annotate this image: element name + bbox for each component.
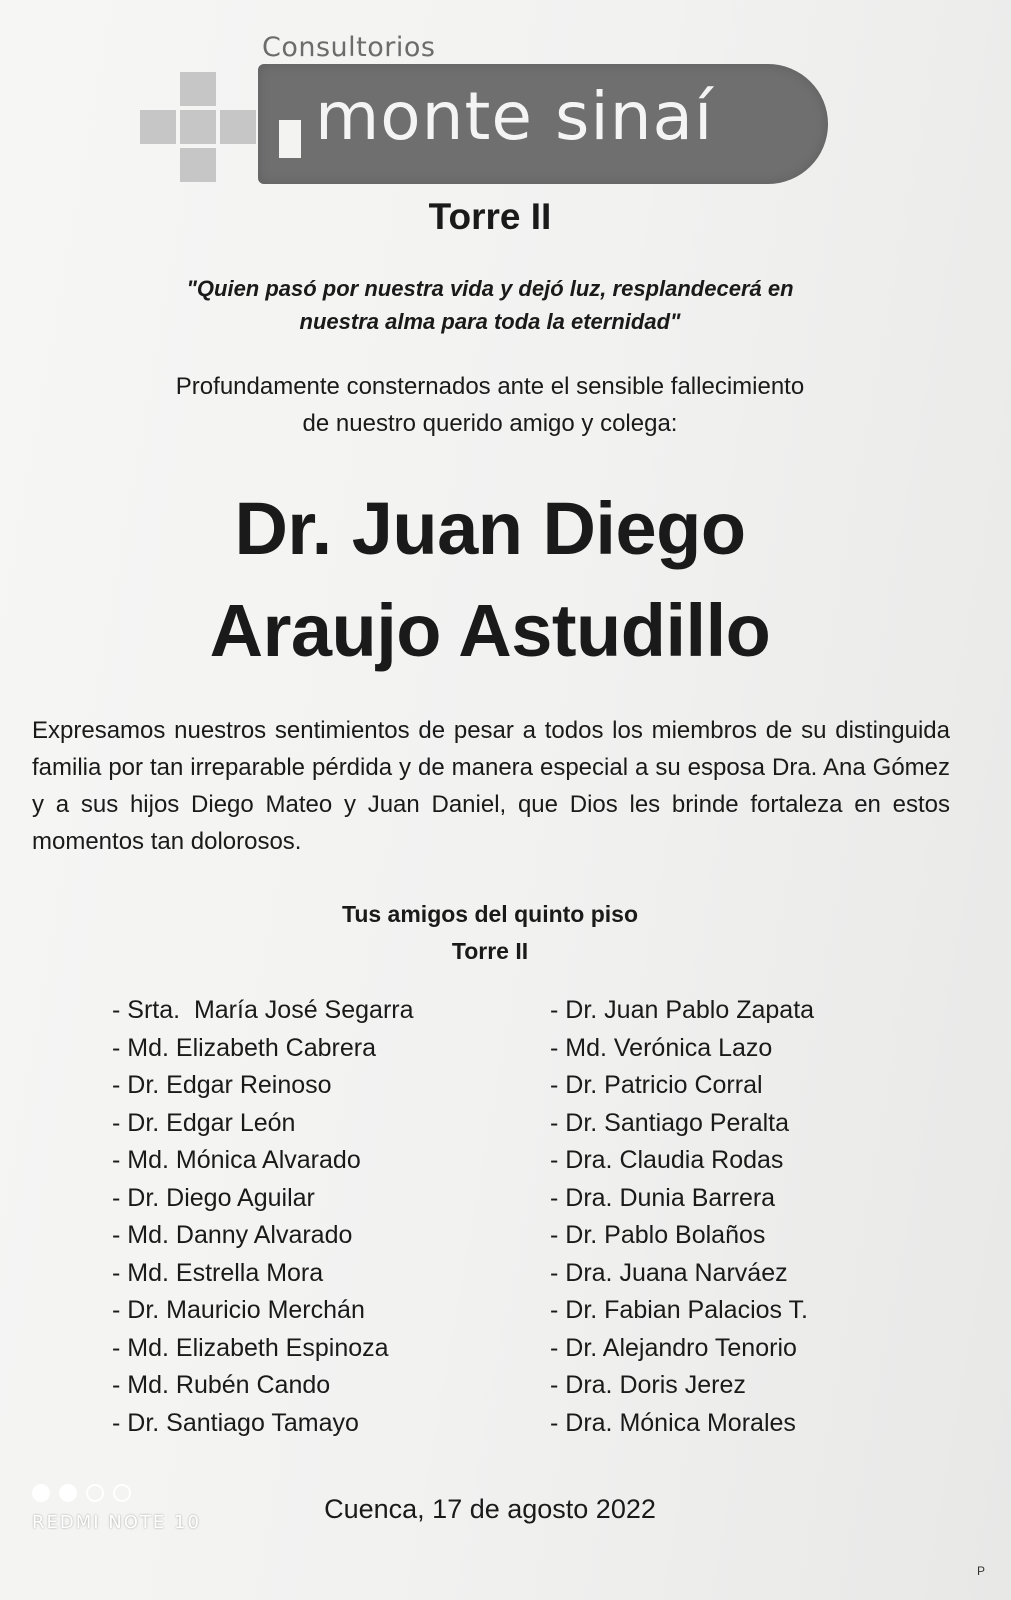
medical-cross-icon [140,72,260,182]
memorial-quote [0,272,980,338]
list-item: - Dra. Dunia Barrera [550,1183,776,1212]
watermark-dots-icon [32,1484,201,1502]
list-item: - Md. Mónica Alvarado [112,1146,361,1174]
list-item: - Md. Elizabeth Cabrera [112,1033,377,1062]
monte-sinai-logo [140,28,840,188]
list-item: - Dr. Santiago Tamayo [112,1408,359,1437]
list-item: - Md. Danny Alvarado [112,1221,353,1249]
list-item: - Dr. Diego Aguilar [112,1183,315,1212]
condolence-message: Expresamos nuestros sentimientos de pesar a todos los miembros de su distinguida familia por tan irreparable pérdida y de manera especial a su esposa Dra. Ana Gómez y a sus hijos Diego Mateo y Juan Daniel, que Dios les brinde fortaleza en estos momentos tan dolorosos. [32,717,950,855]
watermark-text: REDMI NOTE 10 [32,1512,201,1533]
list-item: - Dr. Mauricio Merchán [112,1296,365,1324]
corner-mark: P [977,1564,986,1578]
list-item: - Md. Estrella Mora [112,1258,324,1287]
name-line: Dr. Juan Diego [234,487,746,570]
signature-block [0,896,980,970]
list-item: - Dra. Doris Jerez [550,1371,746,1399]
list-item: - Dra. Claudia Rodas [550,1146,784,1174]
list-item: - Dra. Juana Narváez [550,1258,788,1287]
names-list-left [112,992,414,1442]
list-item: - Dr. Edgar Reinoso [112,1071,332,1099]
date-line: Cuenca, 17 de agosto 2022 [324,1494,656,1524]
quote-line: "Quien pasó por nuestra vida y dejó luz, resplandecerá en [186,276,794,301]
list-item: - Dr. Santiago Peralta [550,1108,790,1137]
list-item: - Md. Verónica Lazo [550,1033,773,1062]
signature-line: Tus amigos del quinto piso [341,901,639,927]
intro-text [0,368,980,442]
list-item: - Md. Rubén Cando [112,1371,331,1399]
list-item: - Srta. María José Segarra [112,996,414,1024]
list-item: - Md. Elizabeth Espinoza [112,1333,389,1362]
camera-watermark [32,1484,201,1533]
tower-heading: Torre II [428,196,552,237]
name-line: Araujo Astudillo [209,589,771,672]
list-item: - Dr. Edgar León [112,1108,296,1137]
names-list-right [550,992,814,1442]
logo-subtitle: Consultorios [262,32,436,63]
signature-line: Torre II [451,938,529,964]
logo-brand: monte sinaí [315,78,714,155]
list-item: - Dr. Alejandro Tenorio [550,1333,797,1362]
quote-line: nuestra alma para toda la eternidad" [299,309,681,334]
list-item: - Dr. Fabian Palacios T. [550,1296,808,1324]
list-item: - Dr. Pablo Bolaños [550,1221,766,1249]
intro-line: de nuestro querido amigo y colega: [302,410,678,437]
list-item: - Dra. Mónica Morales [550,1408,796,1437]
list-item: - Dr. Patricio Corral [550,1071,763,1099]
intro-line: Profundamente consternados ante el sensible fallecimiento [175,373,805,400]
deceased-name [0,478,980,682]
list-item: - Dr. Juan Pablo Zapata [550,996,815,1024]
